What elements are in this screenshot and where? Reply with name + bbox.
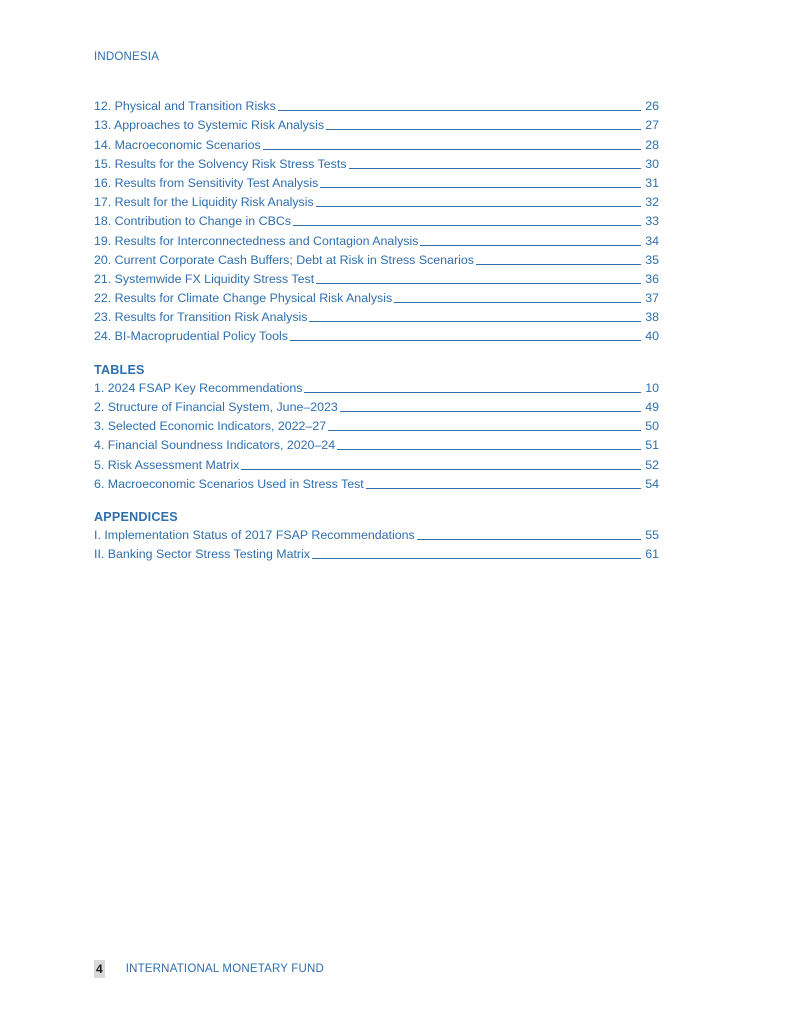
- section-spacer: [94, 344, 659, 357]
- toc-entry-figure-16[interactable]: [94, 172, 659, 191]
- toc-entry-label: I. Implementation Status of 2017 FSAP Recommendations: [94, 528, 415, 543]
- leader-line: [349, 167, 641, 169]
- toc-entry-page: 37: [645, 291, 659, 306]
- toc-entry-label: 23. Results for Transition Risk Analysis: [94, 310, 308, 325]
- toc-entry-page: 27: [645, 118, 659, 133]
- toc-entry-figure-12[interactable]: [94, 95, 659, 114]
- toc-entry-appendix-1[interactable]: [94, 524, 659, 543]
- toc-entry-label: 22. Results for Climate Change Physical Risk Analysis: [94, 291, 393, 306]
- toc-entry-label: 13. Approaches to Systemic Risk Analysis: [94, 118, 325, 133]
- toc-entry-page: 34: [645, 233, 659, 248]
- leader-line: [476, 263, 641, 265]
- page-footer: [94, 960, 324, 978]
- toc-entry-page: 49: [645, 400, 659, 414]
- leader-line: [394, 301, 641, 303]
- leader-line: [326, 128, 641, 130]
- toc-entry-page: 55: [645, 528, 659, 543]
- toc-entry-table-6[interactable]: [94, 473, 659, 492]
- leader-line: [320, 186, 641, 188]
- toc-entry-label: 14. Macroeconomic Scenarios: [94, 137, 261, 152]
- leader-line: [366, 487, 641, 489]
- page-number: 4: [96, 962, 103, 976]
- leader-line: [293, 224, 641, 226]
- toc-entry-table-4[interactable]: [94, 434, 659, 453]
- leader-line: [304, 391, 641, 393]
- toc-entry-label: 24. BI-Macroprudential Policy Tools: [94, 329, 288, 344]
- toc-entry-table-1[interactable]: [94, 377, 659, 396]
- toc-entry-label: 20. Current Corporate Cash Buffers; Debt at Risk in Stress Scenarios: [94, 252, 474, 267]
- leader-line: [420, 244, 641, 246]
- toc-entry-page: 32: [645, 195, 659, 210]
- toc-entry-table-5[interactable]: [94, 453, 659, 472]
- toc-entry-table-2[interactable]: [94, 396, 659, 415]
- toc-entry-page: 26: [645, 99, 659, 114]
- toc-entry-page: 30: [645, 156, 659, 171]
- toc-entry-label: 4. Financial Soundness Indicators, 2020–24: [94, 438, 336, 453]
- toc-entry-label: 2. Structure of Financial System, June–2023: [94, 400, 338, 414]
- toc-entry-page: 40: [645, 329, 659, 344]
- leader-line: [328, 429, 641, 431]
- toc-entry-page: 52: [645, 457, 659, 472]
- leader-line: [312, 557, 641, 559]
- toc-entry-page: 54: [645, 476, 659, 491]
- toc-entry-label: 5. Risk Assessment Matrix: [94, 457, 240, 472]
- toc-entry-page: 50: [645, 419, 659, 434]
- toc-entry-page: 28: [645, 137, 659, 152]
- toc-entry-page: 31: [645, 175, 659, 190]
- toc-entry-label: 19. Results for Interconnectedness and Contagion Analysis: [94, 233, 419, 248]
- toc-entry-page: 51: [645, 438, 659, 453]
- toc-entry-figure-24[interactable]: [94, 325, 659, 344]
- leader-line: [316, 282, 641, 284]
- toc-entry-label: 16. Results from Sensitivity Test Analysis: [94, 175, 319, 190]
- toc-entry-label: 3. Selected Economic Indicators, 2022–27: [94, 419, 327, 434]
- section-spacer: [94, 492, 659, 505]
- toc-entry-label: 17. Result for the Liquidity Risk Analysis: [94, 195, 314, 210]
- leader-line: [290, 339, 641, 341]
- toc-entry-figure-17[interactable]: [94, 191, 659, 210]
- toc-entry-label: 18. Contribution to Change in CBCs: [94, 214, 291, 229]
- leader-line: [340, 410, 641, 412]
- toc-entry-label: 15. Results for the Solvency Risk Stress Tests: [94, 156, 347, 171]
- toc-entry-page: 33: [645, 214, 659, 229]
- toc-entry-figure-13[interactable]: [94, 114, 659, 133]
- organization-name: INTERNATIONAL MONETARY FUND: [125, 963, 325, 975]
- toc-entry-figure-22[interactable]: [94, 287, 659, 306]
- leader-line: [337, 448, 641, 450]
- toc-entry-label: 1. 2024 FSAP Key Recommendations: [94, 380, 303, 395]
- toc-entry-label: 6. Macroeconomic Scenarios Used in Stress Test: [94, 476, 364, 491]
- toc-entry-table-3[interactable]: [94, 415, 659, 434]
- leader-line: [241, 468, 641, 470]
- toc-entry-figure-21[interactable]: [94, 268, 659, 287]
- toc-entry-label: 12. Physical and Transition Risks: [94, 99, 276, 114]
- toc-entry-figure-20[interactable]: [94, 249, 659, 268]
- toc-entry-page: 10: [645, 380, 659, 395]
- leader-line: [309, 320, 641, 322]
- toc-entry-label: 21. Systemwide FX Liquidity Stress Test: [94, 271, 315, 286]
- leader-line: [263, 148, 641, 150]
- leader-line: [316, 205, 641, 207]
- toc-entry-appendix-2[interactable]: [94, 543, 659, 562]
- toc-entry-figure-14[interactable]: [94, 133, 659, 152]
- tables-heading: TABLES: [94, 362, 145, 377]
- leader-line: [417, 538, 641, 540]
- toc-entry-page: 61: [645, 547, 659, 562]
- appendices-heading: APPENDICES: [94, 509, 178, 524]
- toc-entry-page: 35: [645, 252, 659, 267]
- table-of-contents: [94, 95, 659, 562]
- toc-entry-figure-19[interactable]: [94, 229, 659, 248]
- toc-entry-figure-23[interactable]: [94, 306, 659, 325]
- leader-line: [278, 109, 641, 111]
- toc-entry-figure-18[interactable]: [94, 210, 659, 229]
- toc-entry-figure-15[interactable]: [94, 153, 659, 172]
- running-header: INDONESIA: [94, 51, 160, 63]
- toc-entry-page: 36: [645, 271, 659, 286]
- toc-entry-page: 38: [645, 310, 659, 325]
- toc-entry-label: II. Banking Sector Stress Testing Matrix: [94, 547, 311, 562]
